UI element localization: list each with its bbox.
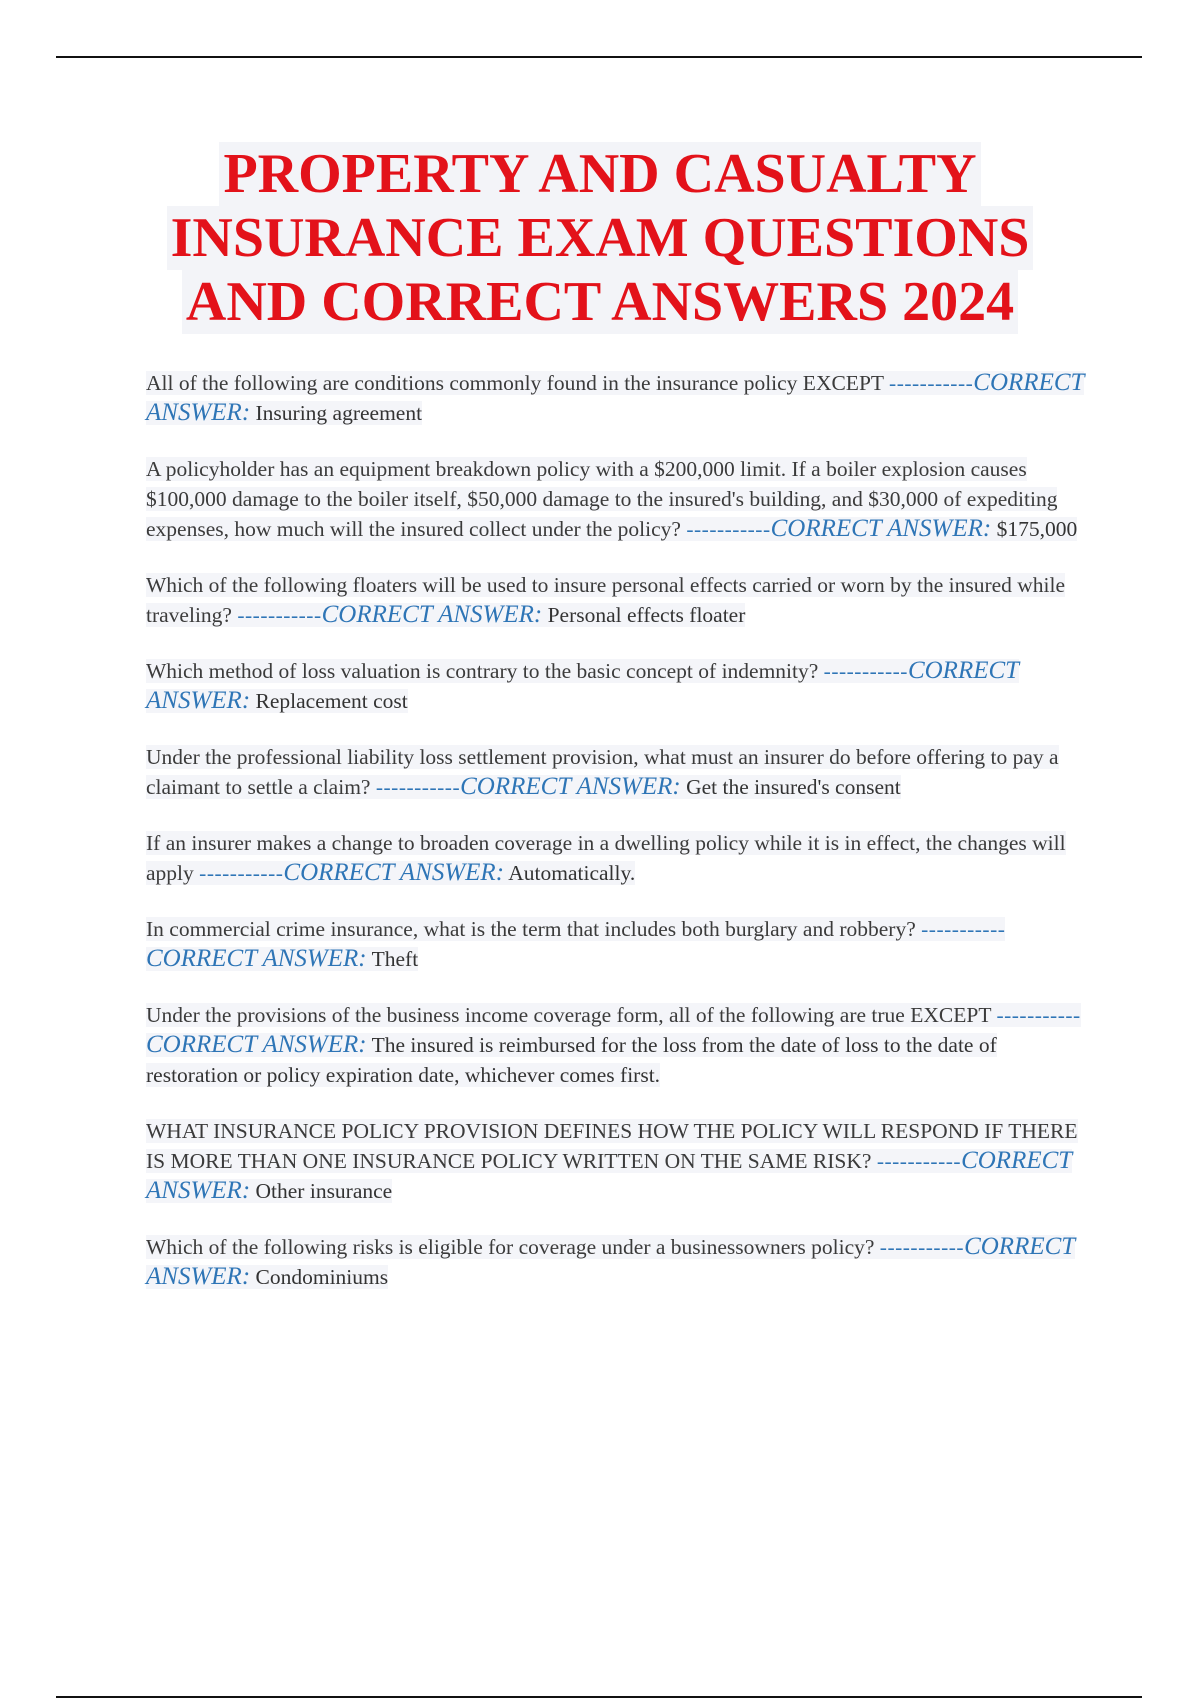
answer-separator: -----------: [921, 917, 1006, 941]
answer-text: Insuring agreement: [255, 401, 423, 425]
answer-separator: -----------: [823, 659, 908, 683]
title-line-3: AND CORRECT ANSWERS 2024: [182, 270, 1018, 334]
question-text: Which method of loss valuation is contrary to the basic concept of indemnity?: [146, 659, 819, 683]
answer-separator: -----------: [199, 861, 284, 885]
title-line-2: INSURANCE EXAM QUESTIONS: [167, 206, 1034, 270]
answer-separator: -----------: [686, 517, 771, 541]
qa-highlight: [146, 1119, 1078, 1203]
answer-separator: -----------: [876, 1149, 962, 1173]
question-text: Under the provisions of the business income coverage form, all of the following are true EXCEPT: [146, 1003, 992, 1027]
qa-highlight: [146, 745, 1059, 799]
answer-text: Replacement cost: [255, 689, 408, 713]
correct-answer-label: CORRECT ANSWER:: [283, 859, 505, 886]
qa-item: [146, 1116, 1086, 1206]
qa-highlight: [146, 659, 1019, 713]
question-text: If an insurer makes a change to broaden coverage in a dwelling policy while it is in effect, the changes will apply: [146, 831, 1066, 885]
answer-separator: -----------: [237, 603, 322, 627]
top-rule: [56, 56, 1142, 58]
question-text: All of the following are conditions commonly found in the insurance policy EXCEPT: [146, 371, 884, 395]
answer-separator: -----------: [879, 1235, 965, 1259]
question-text: Which of the following floaters will be used to insure personal effects carried or worn by the insured while traveling?: [146, 573, 1066, 627]
qa-item: [146, 914, 1086, 974]
correct-answer-label: CORRECT ANSWER:: [146, 1031, 367, 1058]
qa-highlight: [146, 831, 1066, 885]
answer-separator: -----------: [375, 775, 461, 799]
answer-separator: -----------: [889, 371, 974, 395]
answer-text: Automatically.: [508, 861, 636, 885]
correct-answer-label: CORRECT ANSWER:: [146, 945, 367, 972]
question-text: In commercial crime insurance, what is the term that includes both burglary and robbery?: [146, 917, 916, 941]
document-title: [80, 142, 1120, 334]
correct-answer-label: CORRECT ANSWER:: [146, 1233, 1075, 1290]
qa-highlight: [146, 917, 1005, 971]
qa-item: [146, 828, 1086, 888]
answer-text: Theft: [371, 947, 419, 971]
qa-item: [146, 742, 1086, 802]
correct-answer-label: CORRECT ANSWER:: [146, 657, 1019, 714]
answer-text: The insured is reimbursed for the loss from the date of loss to the date of restoration or policy expiration date, whichever comes first.: [146, 1033, 997, 1087]
qa-list: [146, 368, 1086, 1318]
correct-answer-label: CORRECT ANSWER:: [146, 1147, 1072, 1204]
correct-answer-label: CORRECT ANSWER:: [146, 369, 1084, 426]
bottom-rule: [56, 1696, 1142, 1698]
answer-text: Condominiums: [255, 1265, 389, 1289]
qa-item: [146, 1232, 1086, 1292]
question-text: Under the professional liability loss settlement provision, what must an insurer do before offering to pay a claimant to settle a claim?: [146, 745, 1059, 799]
qa-highlight: [146, 457, 1077, 541]
answer-text: Other insurance: [255, 1179, 393, 1203]
question-text: A policyholder has an equipment breakdown policy with a $200,000 limit. If a boiler explosion causes $100,000 damage to the boiler itself, $50,000 damage to the insured's building, and $30,000 of expediting expenses, how much will the insured collect under the policy?: [146, 457, 1058, 541]
correct-answer-label: CORRECT ANSWER:: [460, 773, 681, 800]
answer-text: Get the insured's consent: [686, 775, 901, 799]
qa-item: [146, 656, 1086, 716]
qa-highlight: [146, 1003, 1081, 1087]
qa-item: [146, 454, 1086, 544]
qa-highlight: [146, 371, 1084, 425]
qa-item: [146, 1000, 1086, 1090]
answer-text: Personal effects floater: [547, 603, 746, 627]
correct-answer-label: CORRECT ANSWER:: [321, 601, 543, 628]
correct-answer-label: CORRECT ANSWER:: [770, 515, 992, 542]
title-line-1: PROPERTY AND CASUALTY: [219, 142, 980, 206]
question-text: Which of the following risks is eligible for coverage under a businessowners policy?: [146, 1235, 875, 1259]
qa-item: [146, 570, 1086, 630]
qa-item: [146, 368, 1086, 428]
qa-highlight: [146, 1235, 1075, 1289]
qa-highlight: [146, 573, 1065, 627]
question-text: WHAT INSURANCE POLICY PROVISION DEFINES HOW THE POLICY WILL RESPOND IF THERE IS MORE THAN ONE INSURANCE POLICY WRITTEN ON THE SAME RISK?: [146, 1119, 1078, 1173]
answer-separator: -----------: [996, 1003, 1081, 1027]
answer-text: $175,000: [996, 517, 1078, 541]
